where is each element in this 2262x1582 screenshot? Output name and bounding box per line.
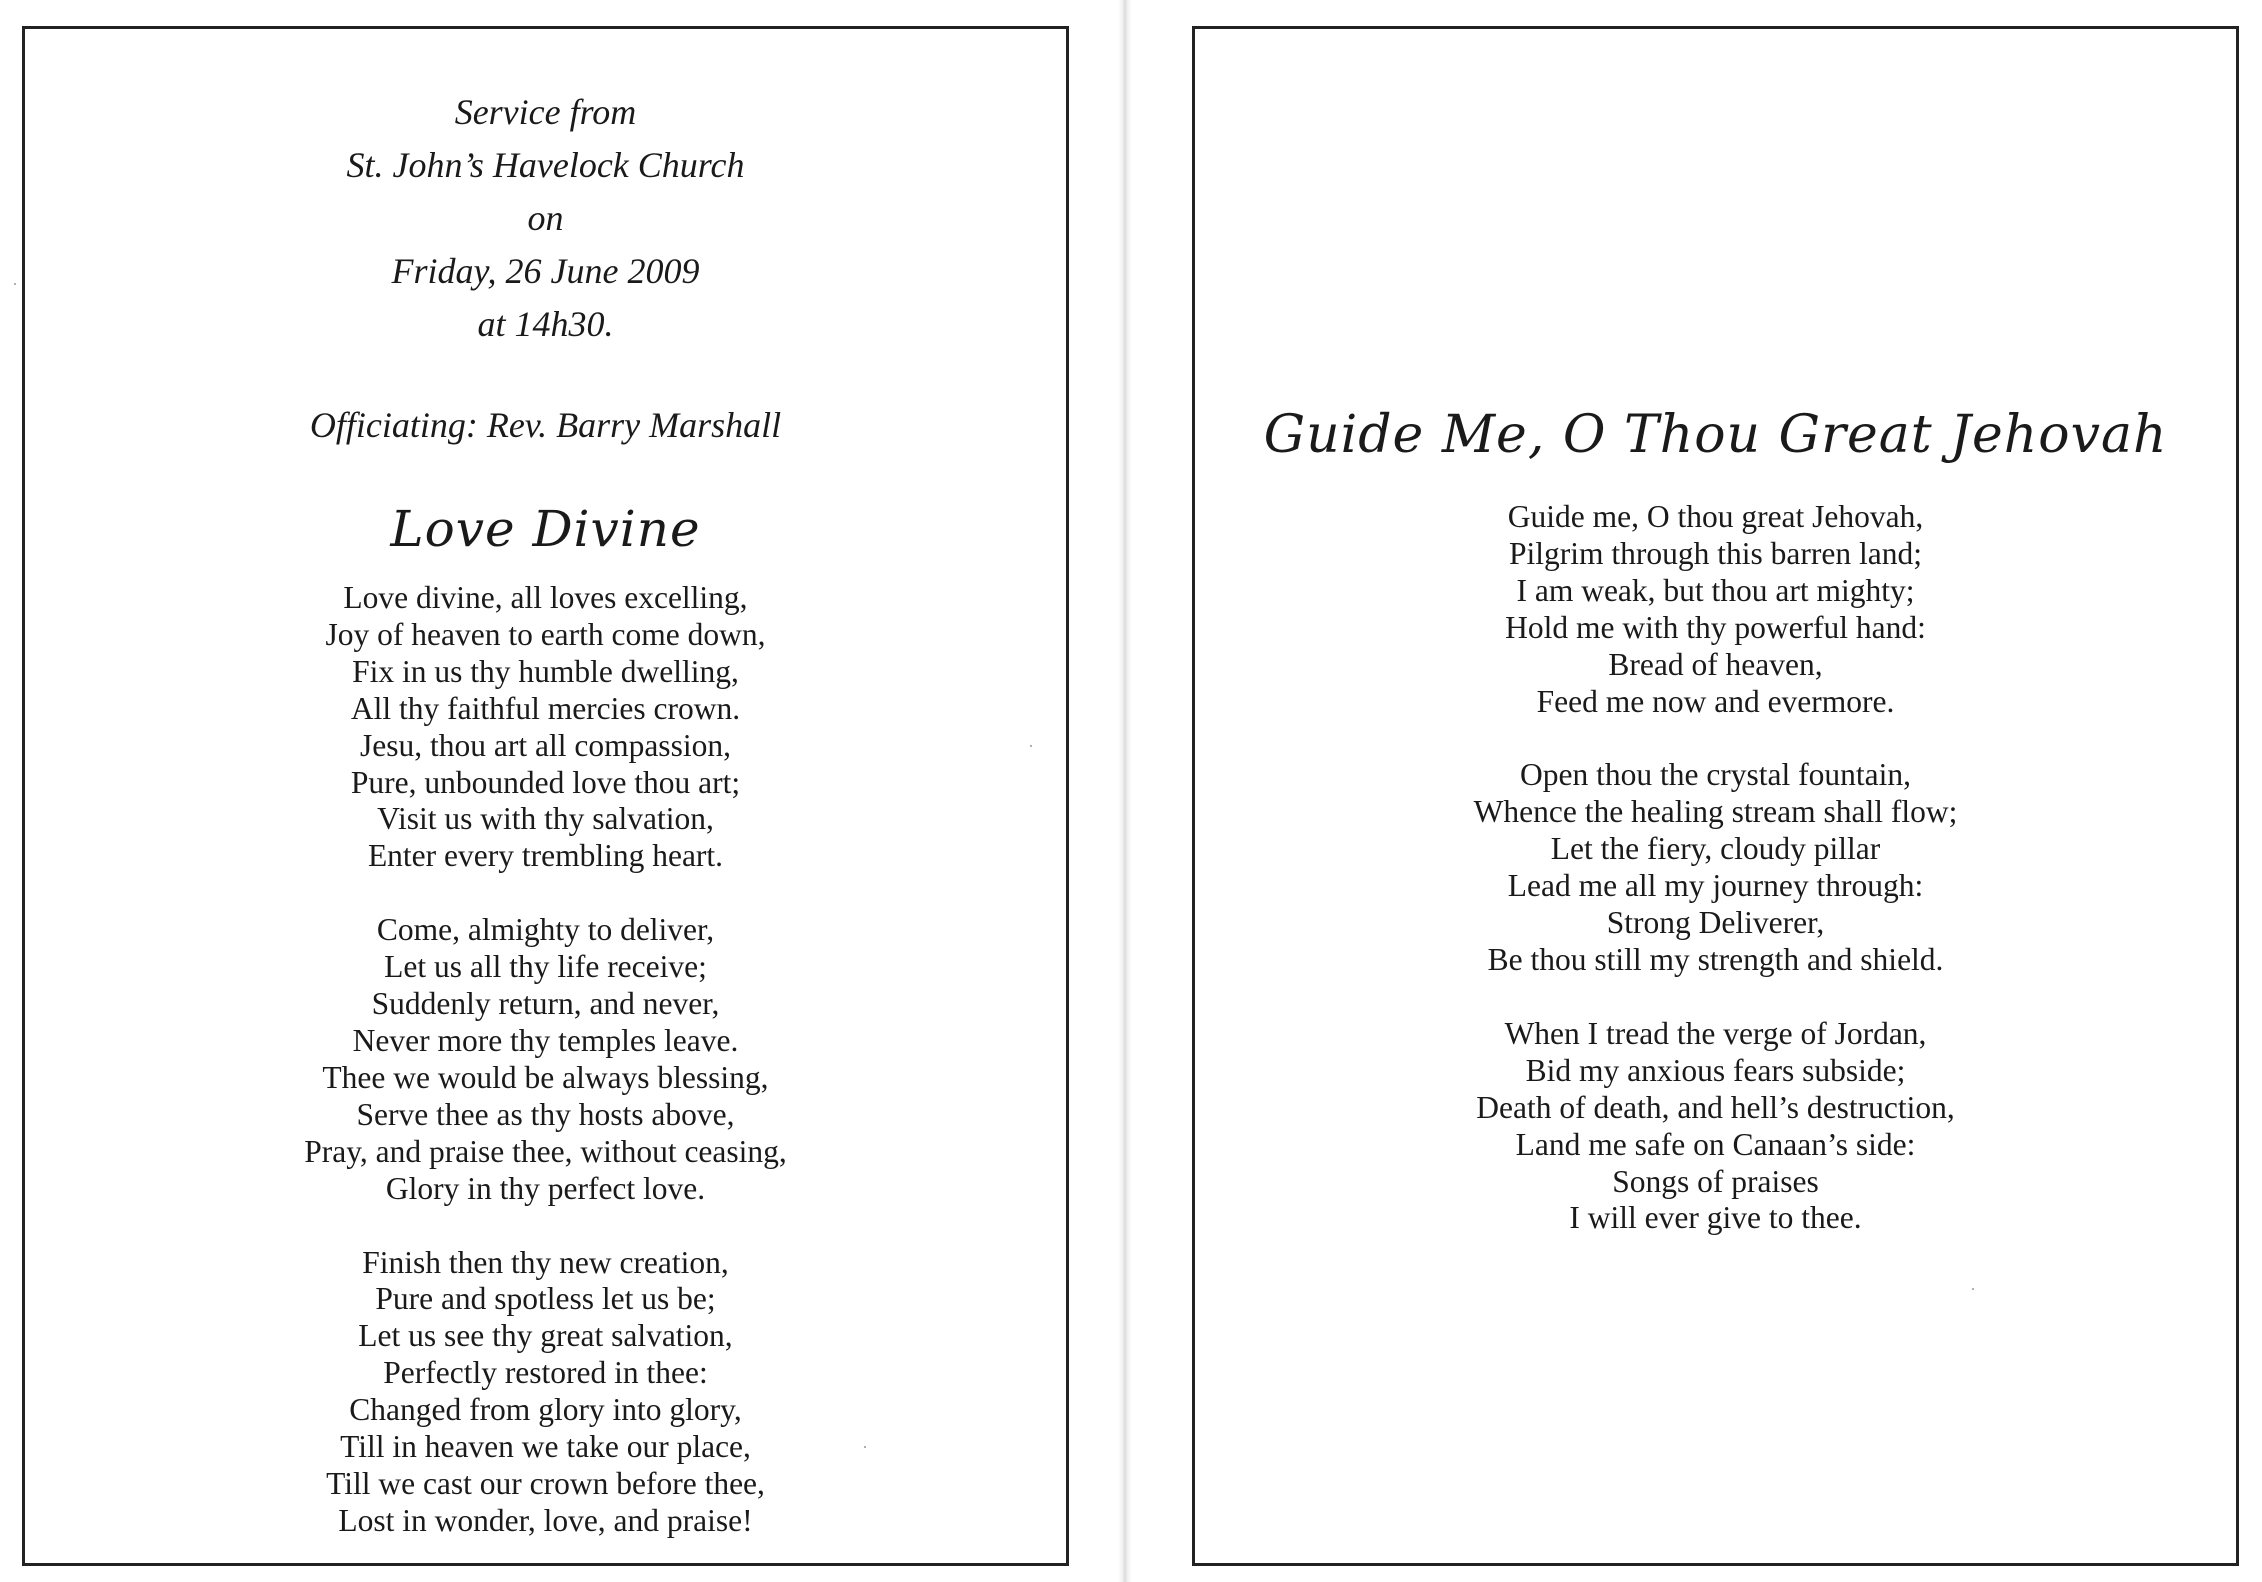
verse [1195, 757, 2236, 978]
verse-line: Bread of heaven, [1608, 646, 1823, 682]
verse-line: Perfectly restored in thee: [383, 1355, 708, 1391]
verse-line: Pure and spotless let us be; [375, 1281, 716, 1317]
verse-line: Joy of heaven to earth come down, [325, 616, 766, 652]
verse-line: Be thou still my strength and shield. [1487, 941, 1944, 977]
verse-line: I am weak, but thou art mighty; [1516, 572, 1915, 608]
hymn-title: Love Divine [390, 500, 701, 558]
verse [25, 912, 1066, 1207]
verse-line: Hold me with thy powerful hand: [1505, 609, 1926, 645]
verse-line: Strong Deliverer, [1606, 905, 1825, 941]
verse-line: Bid my anxious fears subside; [1525, 1052, 1906, 1088]
verse-line: Songs of praises [1612, 1163, 1819, 1199]
header-line: on [527, 198, 564, 238]
verse-line: Let us see thy great salvation, [358, 1318, 733, 1354]
verse-line: Love divine, all loves excelling, [343, 580, 748, 615]
verse-line: Finish then thy new creation, [362, 1244, 729, 1280]
verse [25, 580, 1066, 875]
scan-speck [14, 283, 16, 285]
verse [25, 1245, 1066, 1540]
verse-line: All thy faithful mercies crown. [350, 690, 741, 726]
verse-line: When I tread the verge of Jordan, [1504, 1015, 1927, 1051]
verse-line: Glory in thy perfect love. [385, 1170, 706, 1206]
verse-line: Pray, and praise thee, without ceasing, [304, 1133, 787, 1169]
verse-line: Changed from glory into glory, [349, 1392, 742, 1428]
verse-line: Open thou the crystal fountain, [1519, 757, 1912, 793]
officiating-line: Officiating: Rev. Barry Marshall [309, 405, 782, 445]
verse-line: Let the fiery, cloudy pillar [1550, 831, 1881, 867]
verse-line: Suddenly return, and never, [371, 986, 720, 1022]
verse-line: Till we cast our crown before thee, [326, 1465, 765, 1501]
header-line: Service from [454, 92, 637, 132]
verse-line: Visit us with thy salvation, [377, 801, 714, 837]
verse-line: Till in heaven we take our place, [340, 1429, 751, 1465]
verse-line: Come, almighty to deliver, [376, 912, 715, 948]
verse [1195, 1016, 2236, 1237]
verse-line: Guide me, O thou great Jehovah, [1507, 499, 1924, 534]
verse [1195, 499, 2236, 720]
verse-line: Pure, unbounded love thou art; [350, 764, 741, 800]
right-page [1192, 26, 2239, 1566]
verse-line: Lead me all my journey through: [1507, 868, 1924, 904]
verse-line: Jesu, thou art all compassion, [360, 727, 731, 763]
verse-line: Enter every trembling heart. [367, 838, 724, 874]
verse-line: Pilgrim through this barren land; [1509, 535, 1922, 571]
verse-line: Fix in us thy humble dwelling, [352, 653, 739, 689]
header-line: at 14h30. [477, 304, 614, 344]
scan-speck [1030, 745, 1032, 747]
verse-line: Feed me now and evermore. [1536, 683, 1895, 719]
center-fold [1118, 0, 1132, 1582]
verse-line: Lost in wonder, love, and praise! [338, 1502, 753, 1538]
service-header [25, 86, 1066, 351]
scan-speck [864, 1446, 866, 1448]
verse-line: Land me safe on Canaan’s side: [1515, 1126, 1916, 1162]
verse-line: Thee we would be always blessing, [322, 1059, 769, 1095]
hymn-title: Guide Me, O Thou Great Jehovah [1263, 405, 2168, 465]
left-page [22, 26, 1069, 1566]
verse-line: Whence the healing stream shall flow; [1473, 794, 1958, 830]
hymn-verses [1195, 499, 2236, 1274]
header-line: Friday, 26 June 2009 [391, 251, 700, 291]
scan-speck [1972, 1288, 1974, 1290]
verse-line: Let us all thy life receive; [384, 949, 707, 985]
hymn-verses [25, 580, 1066, 1577]
verse-line: I will ever give to thee. [1569, 1200, 1862, 1236]
verse-line: Serve thee as thy hosts above, [356, 1096, 735, 1132]
verse-line: Never more thy temples leave. [352, 1022, 739, 1058]
header-line: St. John’s Havelock Church [346, 145, 745, 185]
verse-line: Death of death, and hell’s destruction, [1476, 1089, 1955, 1125]
